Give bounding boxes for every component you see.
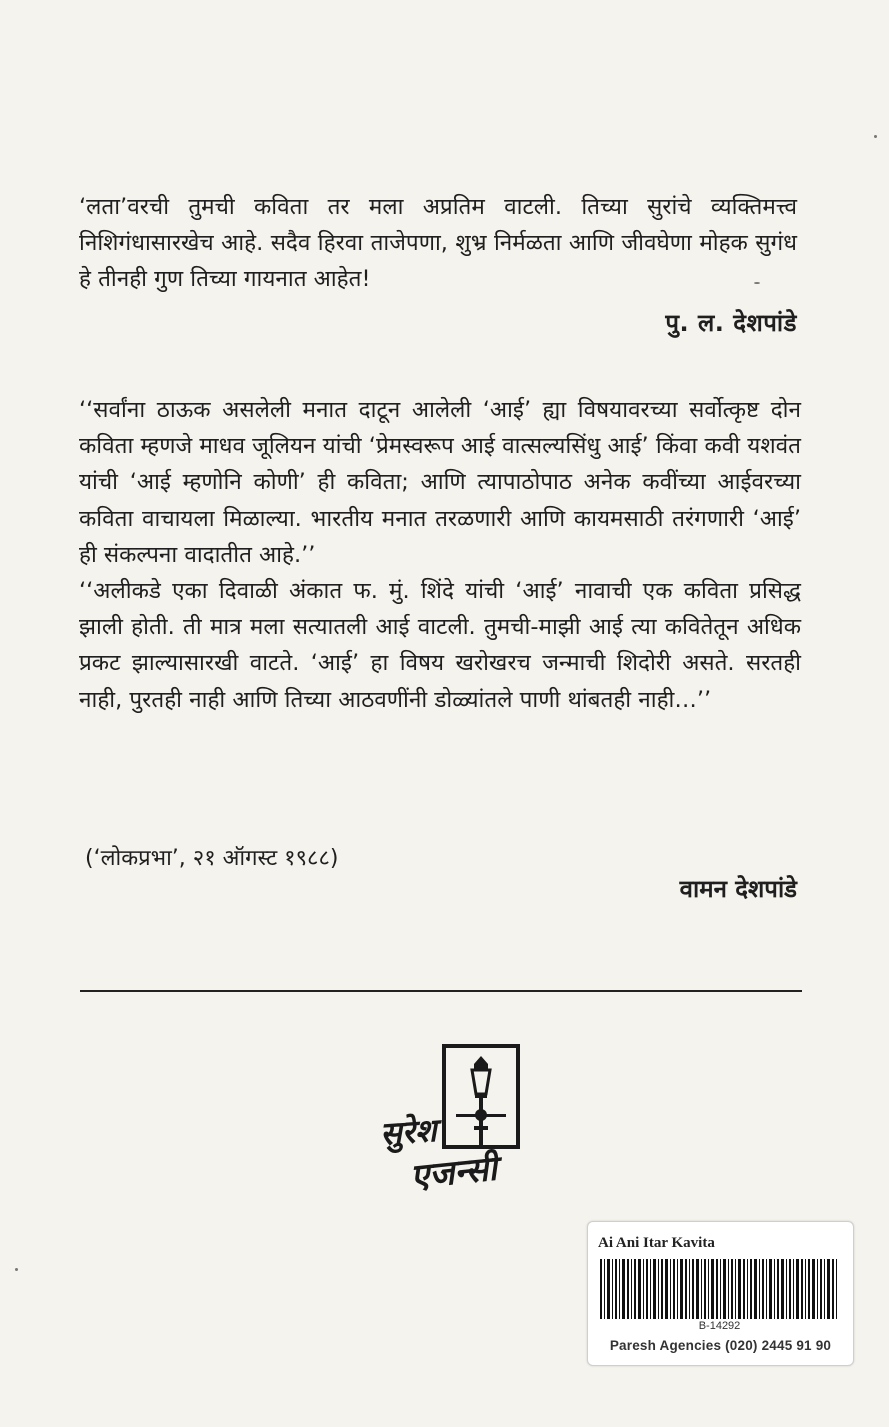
sticker-title: Ai Ani Itar Kavita xyxy=(598,1235,715,1251)
publisher-logo xyxy=(380,1040,540,1200)
divider xyxy=(80,990,802,992)
quote-deshpande-pl xyxy=(79,189,797,297)
paper-speck xyxy=(754,282,760,284)
quote2-paragraph-2: ‘‘अलीकडे एका दिवाळी अंकात फ. मुं. शिंदे यांची ‘आई’ नावाची एक कविता प्रसिद्ध झाली होती. ती मात्र मला सत्यातली आई वाटली. तुमची-माझी आई त्या कवितेतून अधिक प्रकट झाल्यासारखी वाटते. ‘आई’ हा विषय खरोखरच जन्माची शिदोरी असते. सरतही नाही, पुरतही नाही आणि तिच्या आठवणींनी डोळ्यांतले पाणी थांबतही नाही…’’ xyxy=(79,578,801,713)
barcode-icon xyxy=(600,1259,840,1319)
quote1-paragraph: ‘लता’वरची तुमची कविता तर मला अप्रतिम वाटली. तिच्या सुरांचे व्यक्तिमत्त्व निशिगंधासारखेच आहे. सदैव हिरवा ताजेपणा, शुभ्र निर्मळता आणि जीवघेणा मोहक सुगंध हे तीनही गुण तिच्या गायनात आहेत! xyxy=(79,194,797,292)
quote2-paragraph-1: ‘‘सर्वांना ठाऊक असलेली मनात दाटून आलेली ‘आई’ ह्या विषयावरच्या सर्वोत्कृष्ट दोन कविता म्हणजे माधव जूलियन यांची ‘प्रेमस्वरूप आई वात्सल्यसिंधु आई’ किंवा कवी यशवंत यांची ‘आई म्हणोनि कोणी’ ही कविता; आणि त्यापाठोपाठ अनेक कवींच्या आईवरच्या कविता वाचायला मिळाल्या. भारतीय मनात तरळणारी आणि कायमसाठी तरंगणारी ‘आई’ ही संकल्पना वादातीत आहे.’’ xyxy=(79,397,801,568)
paper-speck xyxy=(874,135,877,138)
quote2-author: वामन देशपांडे xyxy=(679,875,797,903)
price-sticker xyxy=(587,1221,854,1366)
quote-deshpande-vaman xyxy=(79,392,801,718)
lamp-post-icon xyxy=(442,1044,520,1149)
logo-text-line-1: सुरेश xyxy=(378,1111,438,1153)
paper-speck xyxy=(15,1268,18,1271)
barcode-number: B-14292 xyxy=(698,1320,741,1332)
sticker-footer: Paresh Agencies (020) 2445 91 90 xyxy=(609,1338,832,1353)
logo-text-line-2: एजन्सी xyxy=(408,1148,499,1198)
quote1-author: पु. ल. देशपांडे xyxy=(665,309,797,337)
quote2-source: (‘लोकप्रभा’, २१ ऑगस्ट १९८८) xyxy=(85,846,339,871)
